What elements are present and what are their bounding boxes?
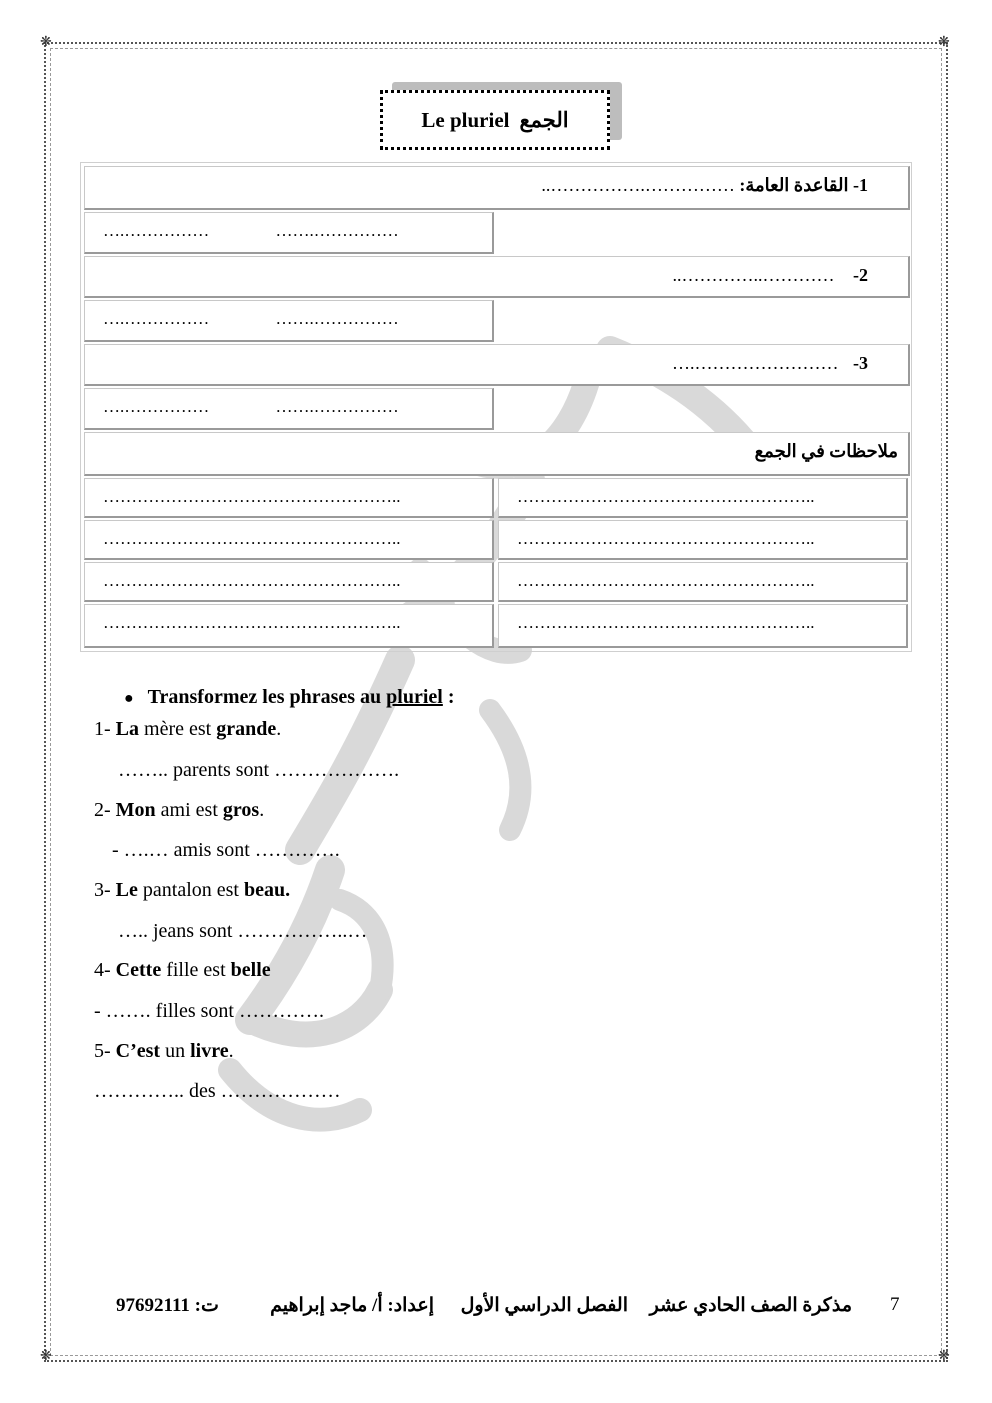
sentence-text: pantalon est: [137, 879, 244, 901]
notes-line: ……………………………………………..: [498, 520, 908, 560]
page-number: 7: [890, 1294, 900, 1315]
example-left: ….……………: [103, 309, 210, 328]
example-pair-1: [84, 212, 494, 254]
title-arabic: الجمع: [519, 107, 569, 132]
sentence-number: 1-: [94, 718, 111, 740]
sentence-bold: beau.: [243, 879, 291, 901]
sentence-4: [94, 959, 271, 982]
sentence-number: 2-: [94, 799, 111, 821]
page-footer: [110, 1294, 900, 1324]
rule-row-1: [84, 166, 910, 210]
sentence-bold: La: [115, 718, 140, 740]
notes-line: ……………………………………………..: [84, 604, 494, 648]
example-pair-3: [84, 388, 494, 430]
answer-line-4: - ……. filles sont ………….: [94, 1000, 324, 1022]
bullet-icon: ●: [124, 690, 134, 707]
sentence-bold: C’est: [115, 1040, 161, 1062]
footer-author: إعداد: أ/ ماجد إبراهيم: [270, 1295, 434, 1316]
title-french: Le pluriel: [421, 107, 510, 132]
corner-ornament-icon: ❋: [938, 35, 950, 50]
exercise-heading: [124, 686, 455, 709]
rule-label: 2-: [853, 265, 868, 285]
example-pair-2: [84, 300, 494, 342]
sentence-bold: Mon: [115, 799, 156, 821]
rule-label: 1- القاعدة العامة:: [739, 175, 868, 195]
sentence-3: [94, 879, 290, 902]
sentence-number: 3-: [94, 879, 111, 901]
sentence-text: mère est: [139, 718, 217, 740]
corner-ornament-icon: ❋: [40, 35, 52, 50]
page-title: [380, 90, 610, 150]
answer-line-5: ………….. des ………………: [94, 1080, 341, 1102]
sentence-bold: belle: [230, 959, 271, 981]
rule-dots: …………….……………..: [541, 175, 735, 195]
example-left: ….……………: [103, 221, 210, 240]
notes-line: ……………………………………………..: [498, 478, 908, 518]
sentence-text: .: [259, 799, 265, 821]
sentence-bold: grande: [216, 718, 277, 740]
sentence-1: [94, 718, 281, 741]
notes-line: ……………………………………………..: [84, 478, 494, 518]
footer-phone: ت: 97692111: [116, 1295, 219, 1316]
example-right: …….……………: [275, 221, 399, 240]
rule-row-2: [84, 256, 910, 298]
sentence-text: ami est: [155, 799, 223, 821]
sentence-text: .: [228, 1040, 234, 1062]
sentence-number: 4-: [94, 959, 111, 981]
sentence-text: fille est: [161, 959, 231, 981]
footer-term: الفصل الدراسي الأول: [460, 1295, 628, 1316]
example-left: ….……………: [103, 397, 210, 416]
rule-dots: …………..…………..: [672, 265, 835, 285]
sentence-text: un: [160, 1040, 191, 1062]
sentence-bold: livre: [190, 1040, 229, 1062]
answer-line-3: ….. jeans sont ……………..…: [118, 920, 368, 942]
rule-label: 3-: [853, 353, 868, 373]
rule-row-3: [84, 344, 910, 386]
heading-suffix: :: [442, 686, 455, 708]
sentence-bold: gros: [222, 799, 260, 821]
sentence-5: [94, 1040, 234, 1063]
footer-notebook: مذكرة الصف الحادي عشر: [649, 1295, 852, 1316]
rule-dots: …………………….…: [672, 353, 839, 373]
sentence-number: 5-: [94, 1040, 111, 1062]
notes-line: ……………………………………………..: [498, 562, 908, 602]
answer-line-1: …….. parents sont ……………….: [118, 759, 400, 781]
sentence-2: [94, 799, 264, 822]
sentence-bold: Cette: [115, 959, 162, 981]
answer-line-2: - ….… amis sont ………….: [112, 839, 340, 861]
example-right: …….……………: [275, 309, 399, 328]
example-right: …….……………: [275, 397, 399, 416]
notes-line: ……………………………………………..: [84, 562, 494, 602]
corner-ornament-icon: ❋: [938, 1349, 950, 1364]
heading-prefix: Transformez les phrases au: [147, 686, 382, 708]
heading-underlined: pluriel: [386, 686, 443, 708]
corner-ornament-icon: ❋: [40, 1349, 52, 1364]
sentence-text: .: [276, 718, 282, 740]
sentence-bold: Le: [115, 879, 138, 901]
notes-title: ملاحظات في الجمع: [84, 432, 910, 476]
notes-line: ……………………………………………..: [84, 520, 494, 560]
notes-line: ……………………………………………..: [498, 604, 908, 648]
